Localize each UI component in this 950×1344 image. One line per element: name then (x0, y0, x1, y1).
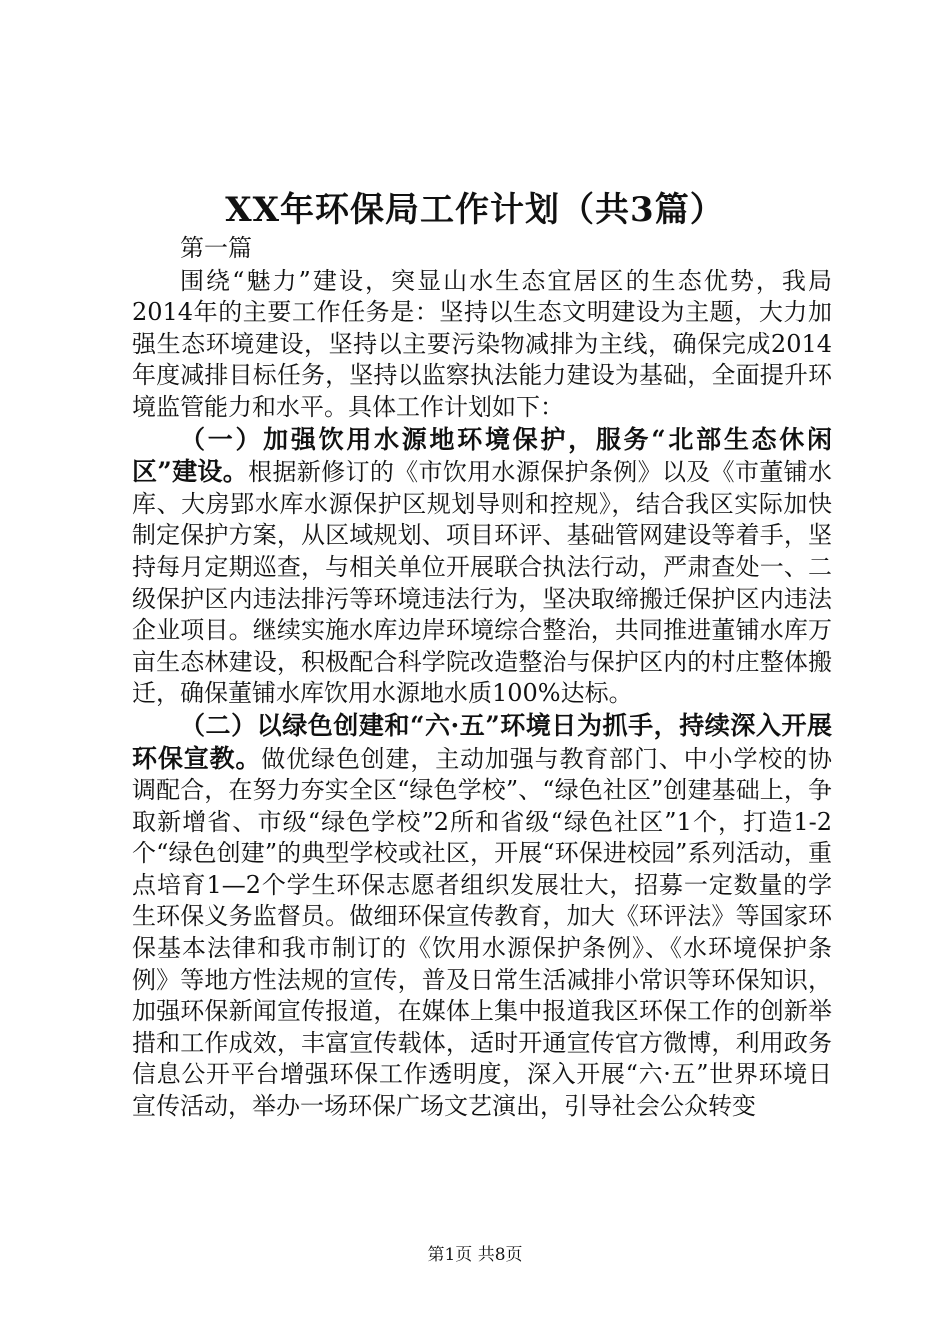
page-footer: 第1页 共8页 (427, 1245, 523, 1265)
paragraph-text: 做优绿色创建，主动加强与教育部门、中小学校的协调配合，在努力夯实全区“绿色学校”、“绿色社区”创建基础上，争取新增省、市级“绿色学校”2所和省级“绿色社区”1个，打造1-2个“绿色创建”的典型学校或社区，开展“环保进校园”系列活动，重点培育1—2个学生环保志愿者组织发展壮大，招募一定数量的学生环保义务监督员。做细环保宣传教育，加大《环评法》等国家环保基本法律和我市制订的《饮用水源保护条例》、《水环境保护条例》等地方性法规的宣传，普及日常生活减排小常识等环保知识，加强环保新闻宣传报道，在媒体上集中报道我区环保工作的创新举措和工作成效，丰富宣传载体，适时开通宣传官方微博，利用政务信息公开平台增强环保工作透明度，深入开展“六·五”世界环境日宣传活动，举办一场环保广场文艺演出，引导社会公众转变 (132, 744, 832, 1121)
document-body (132, 265, 832, 1123)
paragraph-lead: （二）以绿色创建和“六·五”环境日为抓手，持续深入开展环保宣教。 (132, 710, 832, 773)
paragraph-lead: （一）加强饮用水源地环境保护，服务“北部生态休闲区”建设。 (132, 424, 832, 487)
paragraph-intro (132, 265, 832, 424)
paragraph-section-2 (132, 710, 832, 1123)
section-heading: 第一篇 (180, 234, 252, 262)
paragraph-text: 围绕“魅力”建设，突显山水生态宜居区的生态优势，我局2014年的主要工作任务是：坚持以生态文明建设为主题，大力加强生态环境建设，坚持以主要污染物减排为主线，确保完成2014年度减排目标任务，坚持以监察执法能力建设为基础，全面提升环境监管能力和水平。具体工作计划如下： (132, 266, 832, 421)
paragraph-section-1 (132, 424, 832, 710)
document-title: XX年环保局工作计划（共3篇） (225, 190, 725, 230)
paragraph-text: 根据新修订的《市饮用水源保护条例》以及《市董铺水库、大房郢水库水源保护区规划导则和控规》，结合我区实际加快制定保护方案，从区域规划、项目环评、基础管网建设等着手，坚持每月定期巡查，与相关单位开展联合执法行动，严肃查处一、二级保护区内违法排污等环境违法行为，坚决取缔搬迁保护区内违法企业项目。继续实施水库边岸环境综合整治，共同推进董铺水库万亩生态林建设，积极配合科学院改造整治与保护区内的村庄整体搬迁，确保董铺水库饮用水源地水质100%达标。 (132, 458, 833, 708)
